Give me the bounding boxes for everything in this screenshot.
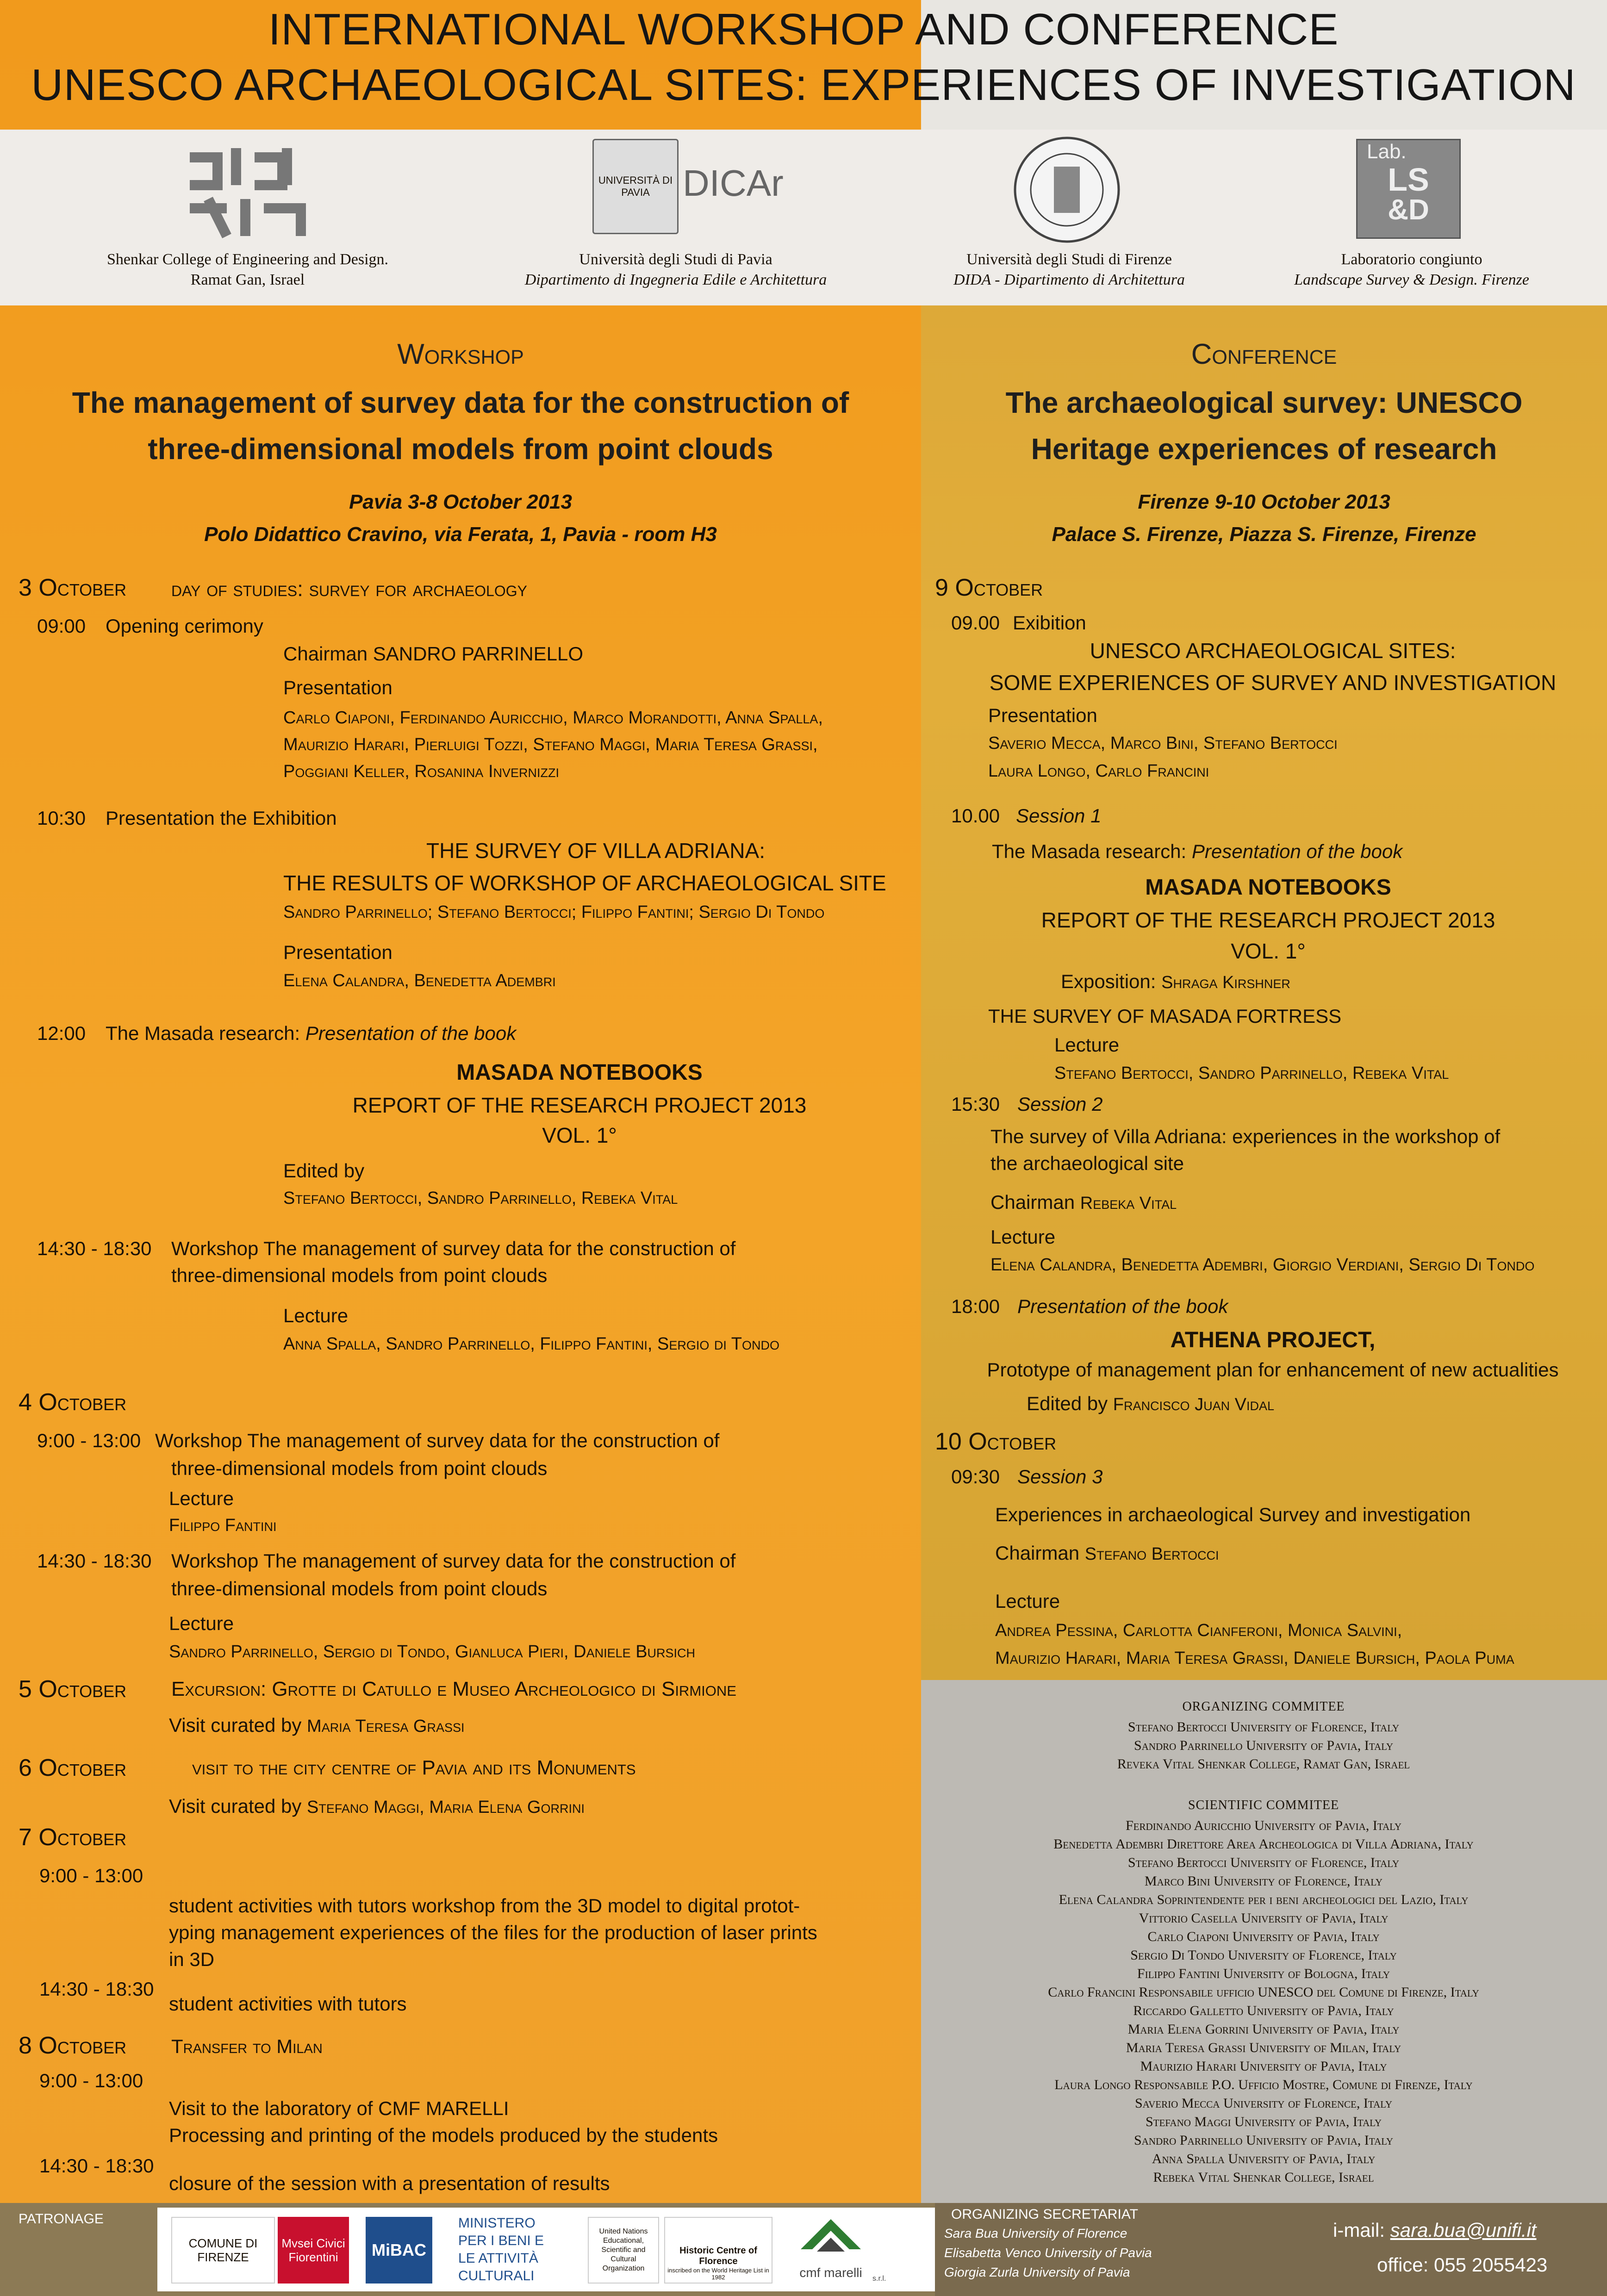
d4-lecture-2: Lecture: [169, 1612, 234, 1634]
musei-civici-logo: Mvsei Civici Fiorentini: [278, 2217, 349, 2284]
workshop-day-7: 7 October: [19, 1824, 127, 1851]
conf-chairman-3-label: Chairman: [995, 1542, 1085, 1564]
workshop-session-1: Workshop The management of survey data for the construction of: [171, 1238, 736, 1259]
sci-member: Riccardo Galletto University of Pavia, Italy: [1133, 2003, 1394, 2018]
dicar-logo-text: DICAr: [683, 162, 784, 204]
workshop-day-4: 4 October: [19, 1389, 127, 1416]
sci-member: Marco Bini University of Florence, Italy: [1144, 1873, 1383, 1889]
sci-member: Laura Longo Responsabile P.O. Ufficio Mostre, Comune di Firenze, Italy: [1054, 2077, 1473, 2092]
conf-presentation-book: Presentation of the book: [1017, 1295, 1228, 1317]
d8-transfer: Transfer to Milan: [171, 2035, 323, 2057]
presentation-label-2: Presentation: [283, 941, 392, 963]
scientific-committee-list: [935, 1817, 1592, 2187]
header-line-1: INTERNATIONAL WORKSHOP AND CONFERENCE: [268, 5, 1339, 54]
sci-member: Benedetta Adembri Direttore Area Archeologica di Villa Adriana, Italy: [1053, 1836, 1474, 1852]
hcf-subtitle: inscribed on the World Heritage List in 1982: [667, 2267, 769, 2281]
conf-names-1a: Saverio Mecca, Marco Bini, Stefano Bertocci: [988, 734, 1338, 753]
d8-text-2: closure of the session with a presentation of results: [169, 2172, 610, 2194]
lsd-caption-2: Landscape Survey & Design. Firenze: [1294, 271, 1529, 288]
athena-project: ATHENA PROJECT,: [1170, 1328, 1376, 1352]
hcf-title: Historic Centre of Florence: [679, 2246, 757, 2266]
conf-exposition-name: Shraga Kirshner: [1161, 973, 1290, 992]
d5-excursion: Excursion: Grotte di Catullo e Museo Archeologico di Sirmione: [171, 1678, 736, 1700]
ministero-text: MINISTERO PER I BENI E LE ATTIVITÀ CULTURALI: [458, 2215, 544, 2284]
masada-fortress: THE SURVEY OF MASADA FORTRESS: [988, 1005, 1342, 1027]
conf-lecture-2-names: Elena Calandra, Benedetta Adembri, Giorgio Verdiani, Sergio Di Tondo: [990, 1255, 1535, 1275]
sci-member: Maria Teresa Grassi University of Milan, Italy: [1126, 2040, 1401, 2055]
firenze-caption-2: DIDA - Dipartimento di Architettura: [953, 271, 1185, 288]
workshop-venue: Polo Didattico Cravino, via Ferata, 1, Pavia - room H3: [204, 523, 717, 546]
conf-chairman-3-name: Stefano Bertocci: [1084, 1544, 1219, 1564]
conf-time-1800: 18:00: [951, 1295, 1000, 1317]
conf-exposition: [1061, 969, 1290, 995]
conf-masada-italic: Presentation of the book: [1191, 840, 1403, 862]
sci-member: Maurizio Harari University of Pavia, Italy: [1140, 2059, 1387, 2074]
d4-lecture-1-names: Filippo Fantini: [169, 1516, 277, 1535]
conf-chairman-2-name: Rebeka Vital: [1080, 1194, 1177, 1213]
conf-lecture-3-b: Maurizio Harari, Maria Teresa Grassi, Daniele Bursich, Paola Puma: [995, 1649, 1514, 1668]
sci-member: Sergio Di Tondo University of Florence, Italy: [1130, 1948, 1397, 1963]
d8-time-2: 14:30 - 18:30: [39, 2155, 154, 2177]
unesco-title-2: SOME EXPERIENCES OF SURVEY AND INVESTIGATION: [989, 671, 1557, 695]
workshop-subtitle-2: three-dimensional models from point clouds: [148, 432, 773, 466]
masada-book-italic: Presentation of the book: [305, 1022, 517, 1044]
names-1b: Maurizio Harari, Pierluigi Tozzi, Stefano Maggi, Maria Teresa Grassi,: [283, 735, 818, 754]
d4-time-2: 14:30 - 18:30: [37, 1550, 152, 1572]
email-label: i-mail:: [1333, 2219, 1390, 2241]
conf-lecture-3-a: Andrea Pessina, Carlotta Cianferoni, Monica Salvini,: [995, 1621, 1402, 1640]
d5-visit-label: Visit curated by: [169, 1714, 307, 1736]
office-label: office:: [1377, 2254, 1434, 2276]
sci-member: Sandro Parrinello University of Pavia, Italy: [1134, 2133, 1394, 2148]
conf-chairman-3: [995, 1540, 1219, 1566]
sci-member: Carlo Francini Responsabile ufficio UNESCO del Comune di Firenze, Italy: [1048, 1985, 1479, 2000]
pavia-caption-1: Università degli Studi di Pavia: [579, 251, 772, 268]
workshop-day-5: 5 October: [19, 1676, 127, 1703]
d4-session-2b: three-dimensional models from point clouds: [171, 1578, 548, 1599]
email-link[interactable]: sara.bua@unifi.it: [1390, 2219, 1537, 2241]
conf-time-0930: 09:30: [951, 1466, 1000, 1487]
conf-lecture-3: Lecture: [995, 1590, 1060, 1612]
conf-presentation: Presentation: [988, 704, 1097, 726]
villa-title-2: THE RESULTS OF WORKSHOP OF ARCHAEOLOGICAL SITE: [283, 871, 886, 895]
sci-member: Carlo Ciaponi University of Pavia, Italy: [1147, 1929, 1380, 1944]
athena-edited-label: Edited by: [1027, 1393, 1113, 1414]
time-1430: 14:30 - 18:30: [37, 1238, 152, 1259]
org-member: Sandro Parrinello University of Pavia, Italy: [1134, 1738, 1394, 1753]
d7-time-2: 14:30 - 18:30: [39, 1978, 154, 2000]
conf-masada-notebooks: MASADA NOTEBOOKS: [1145, 875, 1391, 900]
d4-lecture-2-names: Sandro Parrinello, Sergio di Tondo, Gianluca Pieri, Daniele Bursich: [169, 1642, 696, 1661]
d7-text-c: in 3D: [169, 1948, 215, 1970]
time-0900: 09:00: [37, 615, 86, 637]
lecture-1-names: Anna Spalla, Sandro Parrinello, Filippo Fantini, Sergio di Tondo: [283, 1334, 779, 1354]
chairman-1: Chairman SANDRO PARRINELLO: [283, 643, 584, 665]
conference-date: Firenze 9-10 October 2013: [1138, 491, 1390, 513]
d4-session-1: Workshop The management of survey data for the construction of: [155, 1430, 720, 1451]
time-1200: 12:00: [37, 1022, 86, 1044]
workshop-subtitle-1: The management of survey data for the construction of: [72, 386, 849, 419]
workshop-title: Workshop: [397, 338, 524, 370]
secretariat-title: ORGANIZING SECRETARIAT: [951, 2207, 1138, 2222]
workshop-day-8: 8 October: [19, 2032, 127, 2059]
office-phone: 055 2055423: [1433, 2254, 1548, 2276]
lsd-logo-icon: [1356, 139, 1461, 239]
firenze-seal-icon: [1011, 134, 1122, 245]
workshop-day-3: 3 October: [19, 574, 127, 601]
workshop-day-6: 6 October: [19, 1755, 127, 1781]
edited-by: Edited by: [283, 1160, 365, 1182]
time-1030: 10:30: [37, 807, 86, 829]
d6-visit-title: visit to the city centre of Pavia and its Monuments: [192, 1756, 636, 1779]
patronage-label: PATRONAGE: [19, 2211, 104, 2227]
villa-title-1: THE SURVEY OF VILLA ADRIANA:: [426, 839, 765, 863]
workshop-session-1b: three-dimensional models from point clouds: [171, 1264, 548, 1286]
conf-chairman-2: [990, 1189, 1177, 1215]
sci-member: Anna Spalla University of Pavia, Italy: [1152, 2151, 1376, 2166]
sci-member: Elena Calandra Soprintendente per i beni archeologici del Lazio, Italy: [1059, 1892, 1469, 1907]
conf-masada-report: REPORT OF THE RESEARCH PROJECT 2013: [1041, 908, 1495, 932]
workshop-date: Pavia 3-8 October 2013: [349, 491, 572, 513]
conf-masada-vol: VOL. 1°: [1231, 939, 1306, 963]
sci-member: Filippo Fantini University of Bologna, Italy: [1137, 1966, 1390, 1981]
cmf-marelli-icon: [798, 2217, 863, 2263]
sci-member: Maria Elena Gorrini University of Pavia, Italy: [1127, 2022, 1400, 2037]
conf-masada-line: [992, 839, 1402, 865]
organizing-committee-list: [935, 1718, 1592, 1773]
d4-session-1b: three-dimensional models from point clouds: [171, 1457, 548, 1479]
comune-firenze-logo: COMUNE DI FIRENZE: [171, 2217, 275, 2284]
conf-villa-a: The survey of Villa Adriana: experiences in the workshop of: [990, 1126, 1501, 1147]
shenkar-caption-1: Shenkar College of Engineering and Design.: [106, 251, 389, 268]
org-member: Reveka Vital Shenkar College, Ramat Gan, Israel: [1117, 1756, 1410, 1772]
workshop-day-3-theme: day of studies: survey for archaeology: [171, 577, 527, 601]
conf-experiences: Experiences in archaeological Survey and investigation: [995, 1504, 1471, 1525]
email-line: [1333, 2219, 1536, 2241]
pavia-seal-icon: UNIVERSITÀ DI PAVIA: [592, 139, 679, 234]
unesco-logo: United Nations Educational, Scientific and Cultural Organization: [588, 2217, 659, 2284]
masada-research-text: [106, 1020, 516, 1046]
conference-day-10: 10 October: [935, 1428, 1057, 1455]
conf-lecture-1: Lecture: [1054, 1034, 1120, 1056]
d6-visit: [169, 1793, 585, 1819]
conf-time-1000: 10.00: [951, 805, 1000, 827]
exhibition-text: Presentation the Exhibition: [106, 807, 337, 829]
conf-time-0900: 09.00: [951, 612, 1000, 634]
secretariat-2: Elisabetta Venco University of Pavia: [944, 2246, 1152, 2260]
conf-masada-label: The Masada research:: [992, 840, 1192, 862]
hcf-logo: [664, 2217, 772, 2284]
sci-member: Stefano Maggi University of Pavia, Italy: [1145, 2114, 1382, 2129]
sci-member: Vittorio Casella University of Pavia, Italy: [1139, 1910, 1389, 1926]
organizing-committee-title: ORGANIZING COMMITEE: [1182, 1699, 1345, 1714]
edited-names: Stefano Bertocci, Sandro Parrinello, Rebeka Vital: [283, 1188, 678, 1208]
office-line: [1377, 2254, 1547, 2276]
secretariat-3: Giorgia Zurla University of Pavia: [944, 2265, 1130, 2279]
d6-visit-names: Stefano Maggi, Maria Elena Gorrini: [307, 1798, 585, 1817]
athena-edited: [1027, 1391, 1274, 1417]
conf-lecture-1-names: Stefano Bertocci, Sandro Parrinello, Rebeka Vital: [1054, 1064, 1449, 1083]
d4-time-1: 9:00 - 13:00: [37, 1430, 141, 1451]
d5-visit: [169, 1712, 464, 1738]
conf-names-1b: Laura Longo, Carlo Francini: [988, 761, 1209, 781]
secretariat-1: Sara Bua University of Florence: [944, 2226, 1127, 2240]
d4-lecture-1: Lecture: [169, 1487, 234, 1509]
villa-names: Sandro Parrinello; Stefano Bertocci; Filippo Fantini; Sergio Di Tondo: [283, 902, 825, 922]
firenze-caption-1: Università degli Studi di Firenze: [966, 251, 1172, 268]
masada-vol: VOL. 1°: [542, 1123, 617, 1147]
session-2: Session 2: [1017, 1093, 1103, 1115]
conf-chairman-2-label: Chairman: [990, 1191, 1080, 1213]
sci-member: Ferdinando Auricchio University of Pavia, Italy: [1125, 1818, 1401, 1833]
lsd-logo-d: &D: [1388, 194, 1429, 226]
athena-edited-name: Francisco Juan Vidal: [1113, 1395, 1275, 1414]
presentation-label-1: Presentation: [283, 677, 392, 698]
sci-member: Saverio Mecca University of Florence, Italy: [1134, 2096, 1393, 2111]
session-1: Session 1: [1016, 805, 1102, 827]
names-1c: Poggiani Keller, Rosanina Invernizzi: [283, 762, 560, 781]
d7-time-1: 9:00 - 13:00: [39, 1865, 143, 1886]
conference-subtitle-1: The archaeological survey: UNESCO: [1005, 386, 1523, 419]
athena-sub: Prototype of management plan for enhancement of new actualities: [987, 1359, 1559, 1381]
scientific-committee-title: SCIENTIFIC COMMITEE: [1188, 1798, 1339, 1812]
lecture-1: Lecture: [283, 1305, 349, 1326]
pavia-caption-2: Dipartimento di Ingegneria Edile e Architettura: [524, 271, 827, 288]
d8-time-1: 9:00 - 13:00: [39, 2070, 143, 2091]
conference-title: Conference: [1191, 338, 1337, 370]
conf-time-1530: 15:30: [951, 1093, 1000, 1115]
d4-session-2: Workshop The management of survey data for the construction of: [171, 1550, 736, 1572]
sci-member: Rebeka Vital Shenkar College, Israel: [1153, 2170, 1374, 2185]
opening-text: Opening cerimony: [106, 615, 263, 637]
header-line-2: UNESCO ARCHAEOLOGICAL SITES: EXPERIENCES OF INVESTIGATION: [31, 60, 1576, 110]
conference-day-9: 9 October: [935, 574, 1043, 601]
shenkar-caption-2: Ramat Gan, Israel: [190, 271, 305, 288]
d6-visit-label: Visit curated by: [169, 1795, 307, 1817]
conference-subtitle-2: Heritage experiences of research: [1031, 432, 1497, 466]
cmf-marelli-srl: s.r.l.: [872, 2275, 886, 2283]
masada-report: REPORT OF THE RESEARCH PROJECT 2013: [352, 1093, 807, 1117]
d8-text-a: Visit to the laboratory of CMF MARELLI: [169, 2097, 509, 2119]
cmf-marelli-text: cmf marelli: [799, 2265, 862, 2280]
sci-member: Stefano Bertocci University of Florence, Italy: [1127, 1855, 1400, 1870]
conf-villa-b: the archaeological site: [990, 1152, 1184, 1174]
d5-visit-names: Maria Teresa Grassi: [307, 1717, 465, 1736]
org-member: Stefano Bertocci University of Florence, Italy: [1127, 1719, 1400, 1735]
d8-text-b: Processing and printing of the models produced by the students: [169, 2124, 718, 2146]
d7-text-a: student activities with tutors workshop from the 3D model to digital protot-: [169, 1895, 800, 1916]
conference-venue: Palace S. Firenze, Piazza S. Firenze, Firenze: [1052, 523, 1476, 546]
lsd-logo-lab: Lab.: [1367, 140, 1407, 163]
lsd-caption-1: Laboratorio congiunto: [1341, 251, 1482, 268]
names-2: Elena Calandra, Benedetta Adembri: [283, 971, 556, 990]
masada-notebooks: MASADA NOTEBOOKS: [456, 1060, 703, 1085]
d7-text-2: student activities with tutors: [169, 1993, 407, 2015]
shenkar-logo-icon: [181, 139, 315, 245]
mibac-logo: MiBAC: [366, 2217, 432, 2284]
masada-research-label: The Masada research:: [106, 1022, 305, 1044]
conf-exposition-label: Exposition:: [1061, 971, 1162, 992]
conf-lecture-2: Lecture: [990, 1226, 1056, 1248]
names-1a: Carlo Ciaponi, Ferdinando Auricchio, Marco Morandotti, Anna Spalla,: [283, 708, 823, 728]
session-3: Session 3: [1017, 1466, 1103, 1487]
lsd-logo-ls: LS: [1388, 162, 1429, 198]
d7-text-b: yping management experiences of the files for the production of laser prints: [169, 1922, 817, 1943]
unesco-title-1: UNESCO ARCHAEOLOGICAL SITES:: [1090, 639, 1456, 663]
conf-exhibition: Exibition: [1013, 612, 1086, 634]
